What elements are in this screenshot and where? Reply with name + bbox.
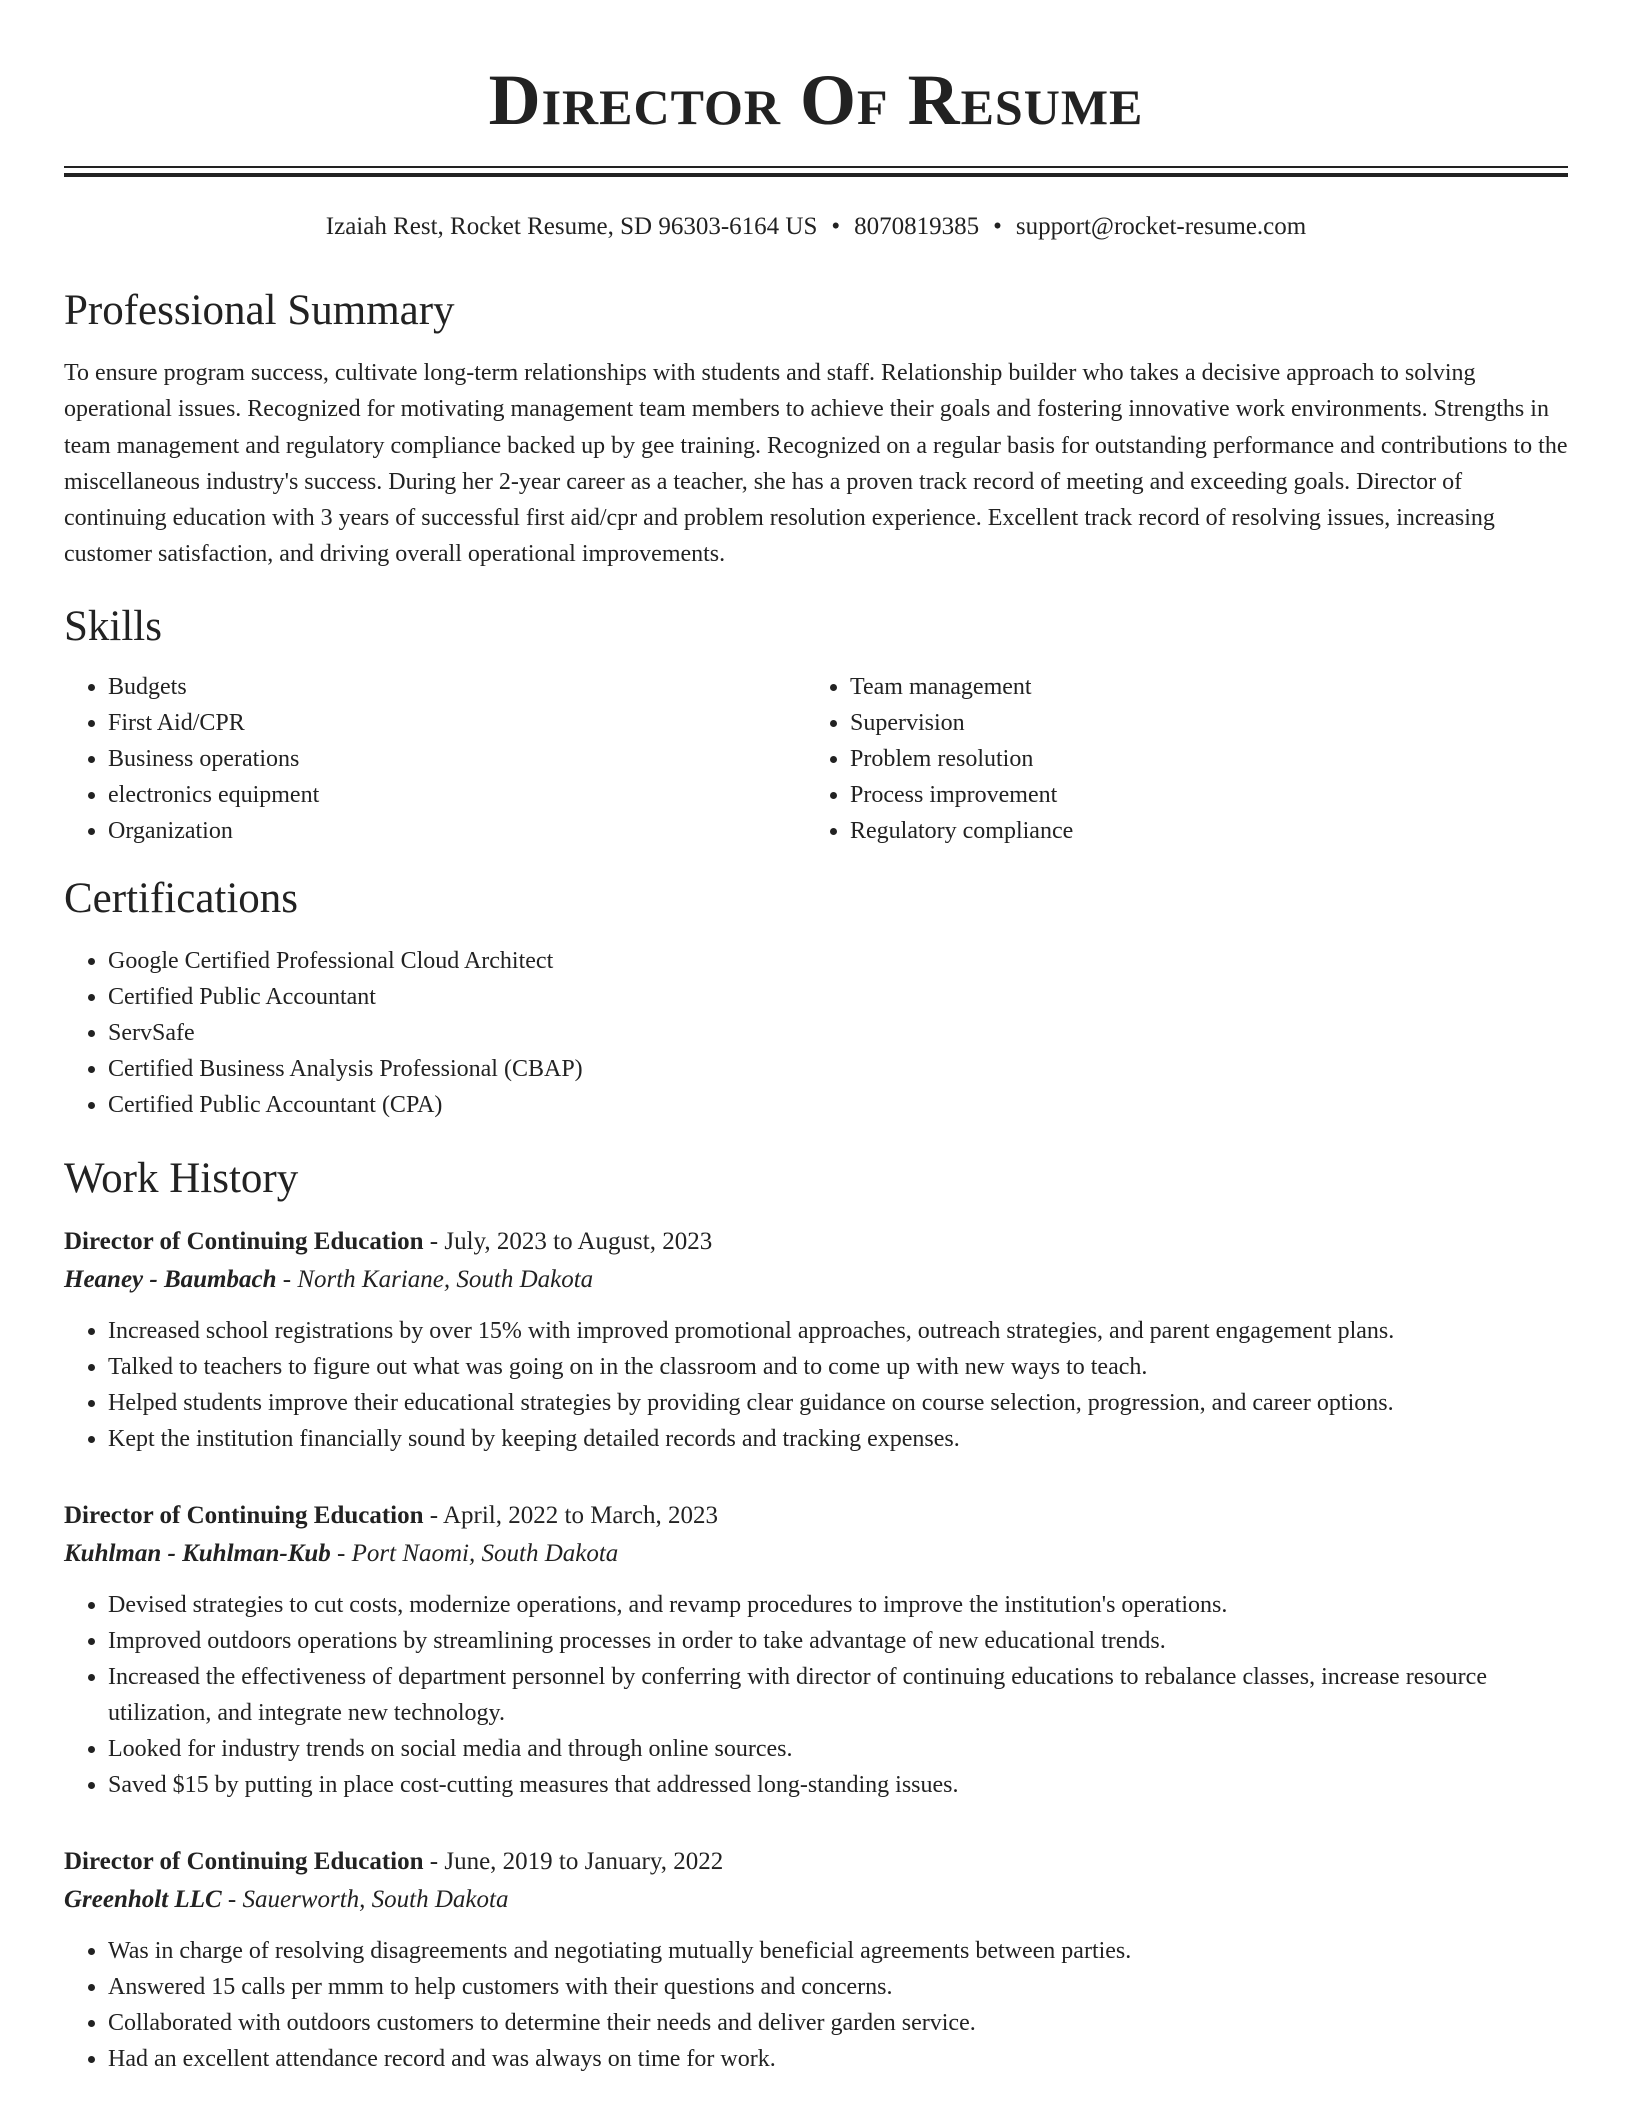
- summary-text: To ensure program success, cultivate long-term relationships with students and staff. Relationship builder who takes a decisive approach to solving operational issues. Recognized for motivating management team members to achieve their goals and fostering innovative work environments. Strengths in team management and regulatory compliance backed up by gee training. Recognized on a regular basis for outstanding performance and contributions to the miscellaneous industry's success. During her 2-year career as a teacher, she has a proven track record of meeting and exceeding goals. Director of continuing education with 3 years of successful first aid/cpr and problem resolution experience. Excellent track record of resolving issues, increasing customer satisfaction, and driving overall operational improvements.: [64, 360, 1568, 568]
- skills-column-left: [64, 669, 806, 849]
- work-history-heading: Work History: [64, 1154, 299, 1202]
- job-bullets: [64, 1313, 1568, 1457]
- certifications-heading: Certifications: [64, 874, 299, 922]
- job-title: Director of Continuing Education: [64, 1847, 424, 1875]
- job-entry: [64, 1497, 1568, 1803]
- resume-page: [64, 0, 1568, 2077]
- job-entry: [64, 1223, 1568, 1457]
- skill-item: • Problem resolution: [850, 741, 1548, 777]
- job-bullet: • Increased school registrations by over 15% with improved promotional approaches, outreach strategies, and parent engagement plans.: [108, 1313, 1568, 1349]
- job-bullets: [64, 1933, 1568, 2077]
- title-divider: [64, 166, 1568, 177]
- contact-line: [64, 211, 1568, 243]
- certification-item: • ServSafe: [108, 1015, 1568, 1051]
- job-location: - Port Naomi, South Dakota: [330, 1539, 619, 1567]
- certification-item: • Certified Public Accountant: [108, 979, 1568, 1015]
- skill-item: • Process improvement: [850, 777, 1548, 813]
- skill-item: • electronics equipment: [108, 777, 806, 813]
- job-bullet: • Answered 15 calls per mmm to help customers with their questions and concerns.: [108, 1969, 1568, 2005]
- job-company-line: [64, 1535, 1568, 1573]
- job-company-line: [64, 1261, 1568, 1299]
- certifications-list: [64, 943, 1568, 1123]
- contact-phone: 8070819385: [854, 213, 980, 240]
- job-bullet: • Looked for industry trends on social media and through online sources.: [108, 1731, 1568, 1767]
- job-bullet: • Saved $15 by putting in place cost-cutting measures that addressed long-standing issues.: [108, 1767, 1568, 1803]
- job-title-line: [64, 1223, 1568, 1261]
- job-title-line: [64, 1497, 1568, 1535]
- job-location: - Sauerworth, South Dakota: [221, 1885, 509, 1913]
- job-bullet: • Talked to teachers to figure out what was going on in the classroom and to come up with new ways to teach.: [108, 1349, 1568, 1385]
- skill-item: • Supervision: [850, 705, 1548, 741]
- skill-item: • Organization: [108, 813, 806, 849]
- job-dates: - July, 2023 to August, 2023: [423, 1227, 713, 1255]
- contact-separator: •: [993, 213, 1002, 240]
- job-title: Director of Continuing Education: [64, 1501, 424, 1529]
- job-dates: - June, 2019 to January, 2022: [423, 1847, 724, 1875]
- certification-item: • Certified Business Analysis Professional (CBAP): [108, 1051, 1568, 1087]
- skill-item: • Budgets: [108, 669, 806, 705]
- job-bullet: • Devised strategies to cut costs, modernize operations, and revamp procedures to improve the institution's operations.: [108, 1587, 1568, 1623]
- certification-item: • Certified Public Accountant (CPA): [108, 1087, 1568, 1123]
- job-company: Kuhlman - Kuhlman-Kub: [64, 1539, 331, 1567]
- contact-email: support@rocket-resume.com: [1015, 213, 1307, 240]
- job-location: - North Kariane, South Dakota: [276, 1265, 594, 1293]
- job-company-line: [64, 1881, 1568, 1919]
- job-bullet: • Improved outdoors operations by streamlining processes in order to take advantage of new educational trends.: [108, 1623, 1568, 1659]
- job-bullet: • Was in charge of resolving disagreements and negotiating mutually beneficial agreements between parties.: [108, 1933, 1568, 1969]
- resume-title: Director Of Resume: [488, 60, 1144, 140]
- job-bullet: • Had an excellent attendance record and was always on time for work.: [108, 2041, 1568, 2077]
- skill-item: • Regulatory compliance: [850, 813, 1548, 849]
- job-entry: [64, 1843, 1568, 2077]
- job-title: Director of Continuing Education: [64, 1227, 424, 1255]
- job-company: Greenholt LLC: [64, 1885, 222, 1913]
- skills-column-right: [806, 669, 1548, 849]
- skill-item: • Business operations: [108, 741, 806, 777]
- contact-separator: •: [831, 213, 841, 240]
- contact-address: Izaiah Rest, Rocket Resume, SD 96303-6164 US: [325, 213, 818, 240]
- job-title-line: [64, 1843, 1568, 1881]
- job-dates: - April, 2022 to March, 2023: [423, 1501, 718, 1529]
- summary-heading: Professional Summary: [64, 287, 455, 334]
- skills-list: [64, 669, 1568, 849]
- certification-item: • Google Certified Professional Cloud Architect: [108, 943, 1568, 979]
- job-bullets: [64, 1587, 1568, 1803]
- job-bullet: • Helped students improve their educational strategies by providing clear guidance on course selection, progression, and career options.: [108, 1385, 1568, 1421]
- job-company: Heaney - Baumbach: [64, 1265, 277, 1293]
- job-bullet: • Collaborated with outdoors customers to determine their needs and deliver garden service.: [108, 2005, 1568, 2041]
- skill-item: • Team management: [850, 669, 1548, 705]
- job-bullet: • Increased the effectiveness of department personnel by conferring with director of continuing educations to rebalance classes, increase resource utilization, and integrate new technology.: [108, 1659, 1568, 1731]
- skills-heading: Skills: [64, 602, 162, 650]
- job-bullet: • Kept the institution financially sound by keeping detailed records and tracking expenses.: [108, 1421, 1568, 1457]
- skill-item: • First Aid/CPR: [108, 705, 806, 741]
